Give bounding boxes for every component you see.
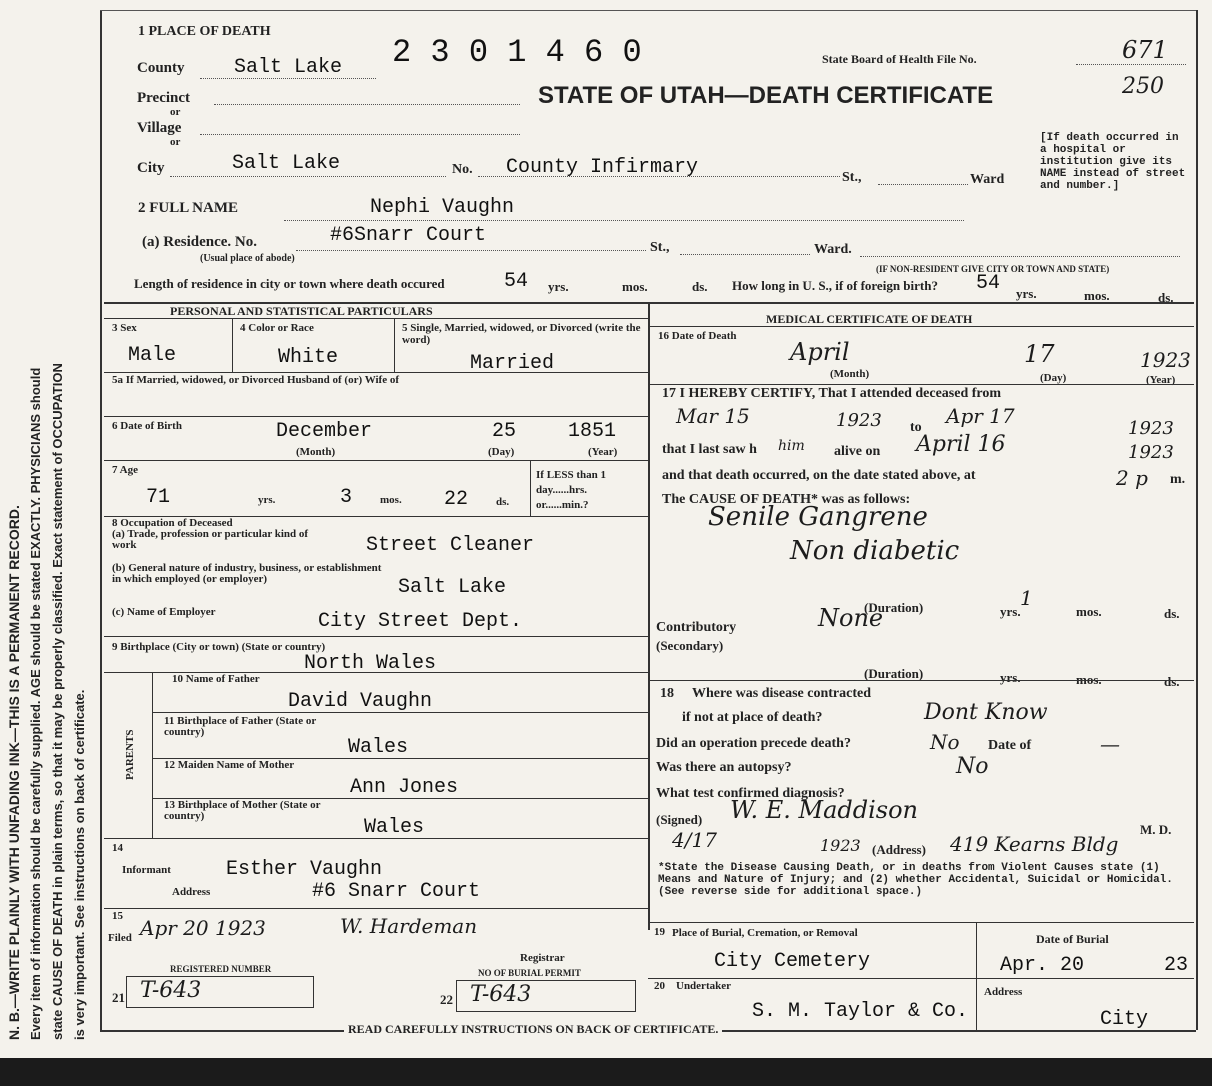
residence-label: (a) Residence. No. bbox=[142, 234, 257, 250]
county-value: Salt Lake bbox=[234, 56, 343, 79]
informant-address-value: #6 Snarr Court bbox=[312, 880, 481, 903]
attend-to: Apr 17 bbox=[946, 404, 1015, 428]
file-no-label: State Board of Health File No. bbox=[822, 52, 977, 66]
full-name-value: Nephi Vaughn bbox=[370, 196, 515, 219]
street-no-value: County Infirmary bbox=[506, 156, 699, 179]
occupation-a-label: (a) Trade, profession or particular kind of work bbox=[112, 528, 309, 551]
occupation-b-label: (b) General nature of industry, business, or establishment in which employed (or employer) bbox=[112, 562, 382, 585]
less-than-note: If LESS than 1 day......hrs. or......min.? bbox=[536, 469, 607, 511]
q18-label: Where was disease contracted bbox=[692, 686, 871, 701]
marital-label: 5 Single, Married, widowed, or Divorced (write the word) bbox=[402, 322, 641, 346]
informant-address-label: Address bbox=[172, 886, 211, 898]
instructions-sidebar bbox=[0, 0, 96, 1060]
burial-date-year: 23 bbox=[1164, 954, 1189, 977]
father-birthplace-label: 11 Birthplace of Father (State or country) bbox=[164, 715, 317, 738]
occupation-c-label: (c) Name of Employer bbox=[112, 606, 216, 618]
physician-signature: W. E. Maddison bbox=[730, 796, 919, 824]
autopsy-label: Was there an autopsy? bbox=[656, 760, 792, 775]
contributory-value: None bbox=[818, 604, 884, 632]
filed-value: Apr 20 1923 bbox=[140, 916, 266, 940]
dob-year: 1851 bbox=[568, 420, 617, 443]
birthplace-label: 9 Birthplace (City or town) (State or country) bbox=[112, 641, 326, 653]
undertaker-address-value: City bbox=[1100, 1008, 1149, 1031]
corner-number: 250 bbox=[1122, 74, 1164, 99]
burial-place-label: Place of Burial, Cremation, or Removal bbox=[672, 927, 858, 939]
date-of-death-label: 16 Date of Death bbox=[658, 330, 737, 342]
age-days: 22 bbox=[444, 488, 469, 511]
burial-permit-label: NO OF BURIAL PERMIT bbox=[478, 968, 581, 978]
hospital-note: [If death occurred in a hospital or institution give its NAME instead of street and number.] bbox=[1040, 132, 1186, 192]
death-occurred-label: and that death occurred, on the date stated above, at bbox=[662, 468, 976, 483]
sidebar-line-2: Every item of information should be carefully supplied. AGE should be stated EXACTLY. PHYSICIANS should bbox=[28, 367, 43, 1040]
file-no-value: 671 bbox=[1122, 36, 1168, 64]
length-residence-years: 54 bbox=[504, 270, 529, 293]
father-label: 10 Name of Father bbox=[172, 673, 260, 685]
occupation-label: 8 Occupation of Deceased bbox=[112, 517, 233, 529]
marital-value: Married bbox=[470, 352, 555, 375]
registrar-label: Registrar bbox=[520, 952, 565, 964]
date-of-death-day: 17 bbox=[1024, 340, 1055, 368]
attend-from: Mar 15 bbox=[676, 404, 750, 428]
contributory-label: Contributory bbox=[656, 620, 737, 635]
mother-label: 12 Maiden Name of Mother bbox=[164, 759, 295, 771]
operation-value: No bbox=[930, 730, 960, 754]
registrar-signature: W. Hardeman bbox=[340, 914, 478, 938]
ward-label: Ward bbox=[970, 172, 1005, 187]
full-name-label: 2 FULL NAME bbox=[138, 200, 239, 216]
spouse-label: 5a If Married, widowed, or Divorced Husband of (or) Wife of bbox=[112, 374, 400, 386]
precinct-label: Precinct bbox=[137, 90, 191, 106]
dob-month: December bbox=[276, 420, 373, 443]
operation-label: Did an operation precede death? bbox=[656, 736, 851, 751]
usual-place-note: (Usual place of abode) bbox=[200, 253, 295, 264]
mother-birthplace-value: Wales bbox=[364, 816, 425, 839]
certify-label: 17 I HEREBY CERTIFY, That I attended deceased from bbox=[662, 386, 1002, 401]
length-residence-label: Length of residence in city or town where death occured bbox=[134, 276, 445, 291]
physician-address: 419 Kearns Bldg bbox=[950, 832, 1119, 856]
place-of-death-label: 1 PLACE OF DEATH bbox=[138, 24, 271, 39]
burial-date-label: Date of Burial bbox=[1036, 932, 1109, 946]
sex-value: Male bbox=[128, 344, 177, 367]
autopsy-value: No bbox=[956, 754, 989, 779]
race-label: 4 Color or Race bbox=[240, 322, 314, 334]
village-label: Village bbox=[137, 120, 182, 136]
city-label: City bbox=[137, 160, 165, 176]
certificate-stamp-number: 2 3 0 1 4 6 0 bbox=[392, 34, 642, 71]
nonresident-note: (IF NON-RESIDENT GIVE CITY OR TOWN AND STATE) bbox=[876, 264, 1110, 274]
last-seen-date: April 16 bbox=[916, 432, 1006, 457]
age-months: 3 bbox=[340, 486, 353, 509]
cause-line-2: Non diabetic bbox=[790, 536, 960, 566]
informant-label: Informant bbox=[122, 864, 171, 876]
informant-value: Esther Vaughn bbox=[226, 858, 383, 881]
dob-day: 25 bbox=[492, 420, 517, 443]
test-label: What test confirmed diagnosis? bbox=[656, 786, 845, 801]
age-years: 71 bbox=[146, 486, 171, 509]
last-saw-label: that I last saw h bbox=[662, 442, 757, 457]
footer-instructions: READ CAREFULLY INSTRUCTIONS ON BACK OF CERTIFICATE. bbox=[344, 1022, 722, 1037]
age-label: 7 Age bbox=[112, 464, 138, 476]
undertaker-value: S. M. Taylor & Co. bbox=[752, 1000, 969, 1023]
registered-number-label: REGISTERED NUMBER bbox=[170, 964, 272, 974]
race-value: White bbox=[278, 346, 339, 369]
city-value: Salt Lake bbox=[232, 152, 341, 175]
sign-date: 4/17 bbox=[672, 828, 717, 852]
date-of-death-year: 1923 bbox=[1140, 348, 1191, 372]
occupation-c-value: City Street Dept. bbox=[318, 610, 523, 633]
sidebar-line-1: N. B.—WRITE PLAINLY WITH UNFADING INK—THIS IS A PERMANENT RECORD. bbox=[6, 505, 22, 1040]
cause-line-1: Senile Gangrene bbox=[708, 502, 928, 532]
birthplace-value: North Wales bbox=[304, 652, 437, 675]
us-residence-years: 54 bbox=[976, 272, 1001, 295]
parents-label: PARENTS bbox=[124, 729, 136, 780]
sex-label: 3 Sex bbox=[112, 322, 137, 334]
dob-label: 6 Date of Birth bbox=[112, 420, 182, 432]
burial-permit-value: T-643 bbox=[470, 982, 532, 1007]
us-residence-label: How long in U. S., if of foreign birth? bbox=[732, 278, 938, 293]
cause-label: The CAUSE OF DEATH* was as follows: bbox=[662, 492, 911, 507]
mother-value: Ann Jones bbox=[350, 776, 459, 799]
sidebar-line-3: state CAUSE OF DEATH in plain terms, so that it may be properly classified. Exact statement of OCCUPATION bbox=[50, 363, 65, 1040]
personal-section-title: PERSONAL AND STATISTICAL PARTICULARS bbox=[170, 304, 433, 318]
time-of-death: 2 p bbox=[1116, 466, 1148, 490]
undertaker-label: Undertaker bbox=[676, 980, 731, 992]
mother-birthplace-label: 13 Birthplace of Mother (State or country) bbox=[164, 799, 321, 822]
occupation-a-value: Street Cleaner bbox=[366, 534, 535, 557]
registered-number-value: T-643 bbox=[140, 978, 202, 1003]
filed-label: Filed bbox=[108, 932, 132, 944]
occupation-b-value: Salt Lake bbox=[398, 576, 507, 599]
scan-edge bbox=[0, 1058, 1212, 1086]
father-birthplace-value: Wales bbox=[348, 736, 409, 759]
residence-value: #6Snarr Court bbox=[330, 224, 487, 247]
sidebar-line-4: is very important. See instructions on back of certificate. bbox=[72, 689, 87, 1040]
county-label: County bbox=[137, 60, 185, 76]
burial-place-value: City Cemetery bbox=[714, 950, 871, 973]
q18-answer: Dont Know bbox=[924, 700, 1048, 725]
signed-label: (Signed) bbox=[656, 812, 703, 827]
undertaker-address-label: Address bbox=[984, 986, 1023, 998]
burial-date-value: Apr. 20 bbox=[1000, 954, 1085, 977]
street-no-label: No. bbox=[452, 162, 473, 177]
cause-footnote: *State the Disease Causing Death, or in deaths from Violent Causes state (1) Means and Nature of Injury; and (2) whether Accidental, Suicidal or Homicidal. (See reverse side for additional space.) bbox=[658, 862, 1173, 898]
medical-section-title: MEDICAL CERTIFICATE OF DEATH bbox=[766, 312, 973, 326]
father-value: David Vaughn bbox=[288, 690, 433, 713]
date-of-death-month: April bbox=[790, 338, 850, 366]
certificate-title: STATE OF UTAH—DEATH CERTIFICATE bbox=[538, 82, 994, 109]
